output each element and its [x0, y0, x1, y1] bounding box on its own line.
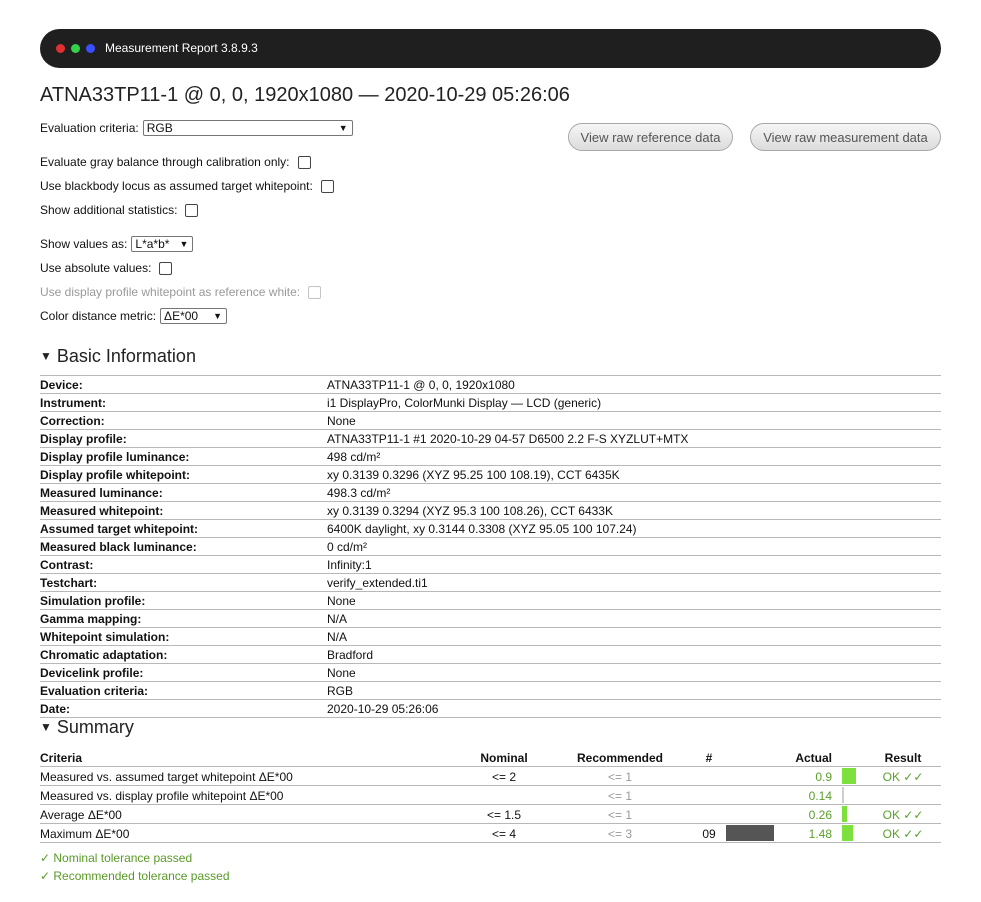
info-row	[40, 394, 941, 412]
info-row	[40, 646, 941, 664]
info-row	[40, 538, 941, 556]
info-row	[40, 556, 941, 574]
info-row	[40, 574, 941, 592]
info-label: Measured luminance:	[40, 485, 163, 500]
summary-row	[40, 767, 941, 786]
actual-bar	[842, 768, 856, 784]
info-value: i1 DisplayPro, ColorMunki Display — LCD (generic)	[327, 395, 602, 410]
summary-row	[40, 805, 941, 824]
gray-balance-row	[40, 152, 311, 172]
basic-info-title: Basic Information	[56, 346, 196, 366]
evaluation-criteria-row	[40, 118, 353, 138]
blackbody-checkbox[interactable]	[321, 180, 334, 193]
actual-cell: 0.9	[815, 770, 832, 784]
additional-stats-checkbox[interactable]	[185, 204, 198, 217]
info-value: 0 cd/m²	[327, 539, 368, 554]
chevron-down-icon: ▼	[179, 239, 189, 249]
evaluation-criteria-value: RGB	[146, 121, 173, 135]
info-value: xy 0.3139 0.3296 (XYZ 95.25 100 108.19), CCT 6435K	[327, 467, 620, 482]
blackbody-label: Use blackbody locus as assumed target whitepoint:	[40, 179, 313, 193]
info-label: Measured black luminance:	[40, 539, 197, 554]
info-label: Devicelink profile:	[40, 665, 144, 680]
info-value: None	[327, 593, 356, 608]
result-cell: OK ✓✓	[882, 808, 924, 822]
basic-info-table	[40, 375, 941, 718]
info-value: ATNA33TP11-1 @ 0, 0, 1920x1080	[327, 377, 515, 392]
additional-stats-label: Show additional statistics:	[40, 203, 178, 217]
profile-whitepoint-label: Use display profile whitepoint as reference white:	[40, 285, 301, 299]
gray-balance-label: Evaluate gray balance through calibration only:	[40, 155, 290, 169]
profile-whitepoint-row	[40, 282, 321, 302]
info-row	[40, 484, 941, 502]
criteria-header: Criteria	[40, 751, 83, 765]
info-label: Gamma mapping:	[40, 611, 142, 626]
window-title: Measurement Report 3.8.9.3	[105, 41, 258, 55]
close-dot-icon[interactable]	[56, 44, 65, 53]
nominal-cell: <= 1.5	[486, 808, 522, 822]
info-value: 498 cd/m²	[327, 449, 381, 464]
evaluation-criteria-label: Evaluation criteria:	[40, 121, 139, 135]
collapse-triangle-icon: ▼	[40, 720, 52, 734]
window-titlebar	[40, 29, 941, 68]
info-value: N/A	[327, 611, 348, 626]
recommended-header: Recommended	[576, 751, 664, 765]
actual-bar	[842, 806, 847, 822]
info-row	[40, 430, 941, 448]
absolute-values-label: Use absolute values:	[40, 261, 152, 275]
info-row	[40, 592, 941, 610]
view-raw-reference-button[interactable]: View raw reference data	[568, 123, 733, 151]
chevron-down-icon: ▼	[338, 123, 348, 133]
info-label: Evaluation criteria:	[40, 683, 149, 698]
show-values-select[interactable]	[131, 236, 193, 252]
summary-header-row	[40, 748, 941, 767]
chevron-down-icon: ▼	[213, 311, 223, 321]
info-row	[40, 628, 941, 646]
color-distance-row	[40, 306, 227, 326]
criteria-cell: Measured vs. display profile whitepoint ΔE*00	[40, 789, 284, 803]
recommended-cell: <= 3	[607, 827, 633, 841]
color-distance-select[interactable]	[160, 308, 227, 324]
info-label: Contrast:	[40, 557, 94, 572]
info-row	[40, 610, 941, 628]
info-row	[40, 664, 941, 682]
actual-cell: 1.48	[808, 827, 832, 841]
maximize-dot-icon[interactable]	[71, 44, 80, 53]
recommended-cell: <= 1	[607, 808, 633, 822]
info-label: Measured whitepoint:	[40, 503, 164, 518]
color-distance-label: Color distance metric:	[40, 309, 157, 323]
error-patch-swatch	[726, 825, 774, 841]
nominal-header: Nominal	[480, 751, 528, 765]
show-values-row	[40, 234, 193, 254]
show-values-label: Show values as:	[40, 237, 128, 251]
info-value: 2020-10-29 05:26:06	[327, 701, 439, 716]
actual-header: Actual	[795, 751, 832, 765]
info-label: Display profile:	[40, 431, 127, 446]
info-value: N/A	[327, 629, 348, 644]
nominal-cell: <= 2	[491, 770, 517, 784]
info-value: ATNA33TP11-1 #1 2020-10-29 04-57 D6500 2.2 F-S XYZLUT+MTX	[327, 431, 689, 446]
actual-bar	[842, 825, 853, 841]
info-value: 6400K daylight, xy 0.3144 0.3308 (XYZ 95.05 100 107.24)	[327, 521, 637, 536]
actual-cell: 0.26	[808, 808, 832, 822]
info-label: Display profile whitepoint:	[40, 467, 191, 482]
minimize-dot-icon[interactable]	[86, 44, 95, 53]
info-row	[40, 682, 941, 700]
info-label: Device:	[40, 377, 83, 392]
info-row	[40, 466, 941, 484]
number-header: #	[705, 751, 713, 765]
result-cell: OK ✓✓	[882, 770, 924, 784]
info-label: Display profile luminance:	[40, 449, 190, 464]
summary-table	[40, 748, 941, 843]
number-cell: 09	[702, 827, 716, 841]
result-header: Result	[884, 751, 922, 765]
collapse-triangle-icon: ▼	[40, 349, 52, 363]
info-value: 498.3 cd/m²	[327, 485, 391, 500]
nominal-passed-text: ✓ Nominal tolerance passed	[40, 851, 193, 865]
recommended-passed-text: ✓ Recommended tolerance passed	[40, 869, 230, 883]
info-row	[40, 375, 941, 394]
info-label: Chromatic adaptation:	[40, 647, 168, 662]
info-row	[40, 700, 941, 718]
info-row	[40, 412, 941, 430]
summary-heading[interactable]	[40, 717, 134, 738]
profile-whitepoint-checkbox	[308, 286, 321, 299]
info-label: Testchart:	[40, 575, 98, 590]
show-values-value: L*a*b*	[135, 237, 170, 251]
info-value: RGB	[327, 683, 354, 698]
actual-bar	[842, 787, 844, 803]
info-label: Simulation profile:	[40, 593, 146, 608]
evaluation-criteria-select[interactable]	[143, 120, 353, 136]
summary-title: Summary	[56, 717, 134, 737]
info-label: Instrument:	[40, 395, 106, 410]
info-row	[40, 520, 941, 538]
criteria-cell: Measured vs. assumed target whitepoint ΔE*00	[40, 770, 293, 784]
info-row	[40, 502, 941, 520]
absolute-values-row	[40, 258, 172, 278]
info-label: Correction:	[40, 413, 105, 428]
info-value: Infinity:1	[327, 557, 372, 572]
info-label: Date:	[40, 701, 71, 716]
info-value: None	[327, 413, 356, 428]
info-value: xy 0.3139 0.3294 (XYZ 95.3 100 108.26), CCT 6433K	[327, 503, 613, 518]
additional-stats-row	[40, 200, 198, 220]
recommended-cell: <= 1	[607, 789, 633, 803]
summary-row	[40, 786, 941, 805]
absolute-values-checkbox[interactable]	[159, 262, 172, 275]
info-label: Whitepoint simulation:	[40, 629, 170, 644]
result-cell: OK ✓✓	[882, 827, 924, 841]
info-value: Bradford	[327, 647, 374, 662]
actual-cell: 0.14	[808, 789, 832, 803]
color-distance-value: ΔE*00	[164, 309, 199, 323]
basic-info-heading[interactable]	[40, 346, 196, 367]
info-value: None	[327, 665, 356, 680]
summary-row	[40, 824, 941, 843]
criteria-cell: Average ΔE*00	[40, 808, 122, 822]
info-value: verify_extended.ti1	[327, 575, 428, 590]
view-raw-measurement-button[interactable]: View raw measurement data	[750, 123, 941, 151]
recommended-cell: <= 1	[607, 770, 633, 784]
gray-balance-checkbox[interactable]	[298, 156, 311, 169]
page-title: ATNA33TP11-1 @ 0, 0, 1920x1080 — 2020-10-29 05:26:06	[40, 84, 570, 106]
nominal-cell: <= 4	[491, 827, 517, 841]
criteria-cell: Maximum ΔE*00	[40, 827, 130, 841]
blackbody-row	[40, 176, 334, 196]
info-label: Assumed target whitepoint:	[40, 521, 199, 536]
info-row	[40, 448, 941, 466]
